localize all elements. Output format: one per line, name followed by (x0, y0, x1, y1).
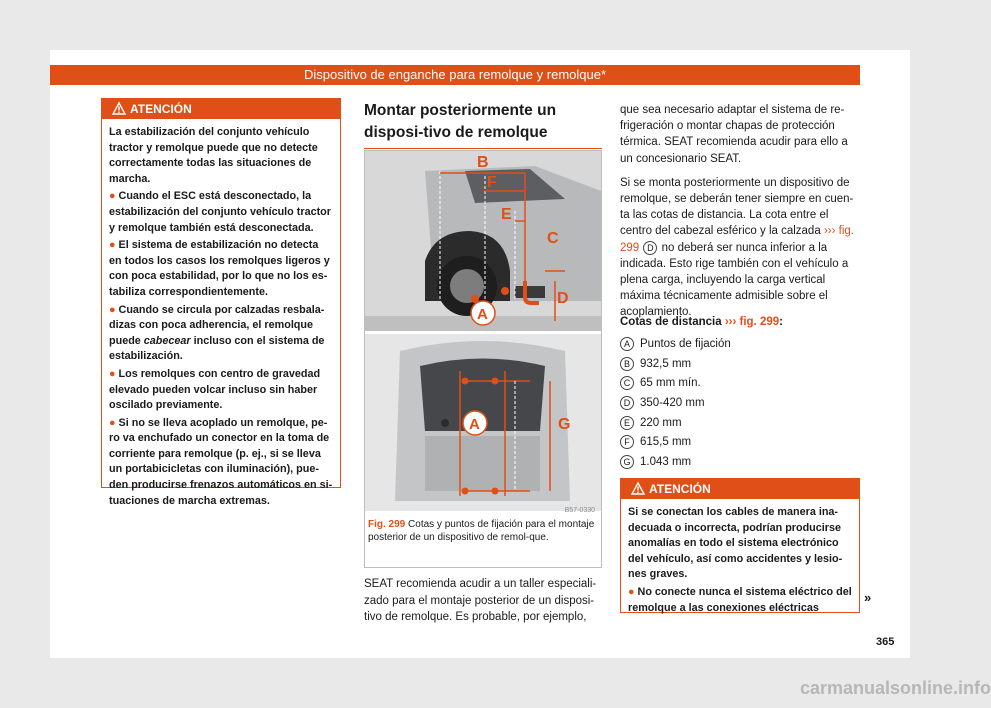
warning-box (620, 478, 860, 613)
label-F: F (487, 174, 497, 191)
mount-point (462, 488, 469, 495)
label-B: B (477, 154, 489, 171)
circled-letter: D (643, 241, 657, 255)
figure-code: B57-0330 (564, 507, 595, 514)
warning-title: ATENCIÓN (130, 102, 192, 116)
mount-point (462, 378, 469, 385)
list-item: E 220 mm (620, 413, 731, 433)
warning-title: ATENCIÓN (649, 482, 711, 496)
warning-bullet: ● Cuando se circula por calzadas resbala-dizas con poca adherencia, el remolque puede cabecear incluso con el sistema de estabilización. (109, 303, 325, 363)
list-item: D 350-420 mm (620, 393, 731, 413)
trunk-top (425, 436, 540, 491)
warning-header (621, 479, 859, 499)
label-C: C (547, 230, 559, 247)
distances-list (620, 334, 731, 472)
figure-reference-link[interactable]: ››› fig. 299 (620, 225, 854, 254)
figure-caption-text: Cotas y puntos de fijación para el montaje posterior de un dispositivo de remol-que. (368, 519, 595, 543)
body-paragraph: SEAT recomienda acudir a un taller especiali-zado para el montaje posterior de un disposi-tivo de remolque. Es probable, por ejemplo, (364, 578, 597, 623)
right-column (620, 102, 860, 329)
warning-bullet: ● No conecte nunca el sistema eléctrico del remolque a las conexiones eléctricas (628, 585, 852, 614)
mount-point (501, 287, 509, 295)
distances-title: Cotas de distancia ››› fig. 299: (620, 316, 783, 328)
list-item: A Puntos de fijación (620, 334, 731, 354)
figure-reference-link[interactable]: ››› fig. 299 (724, 316, 780, 328)
warning-bullet: ● El sistema de estabilización no detecta en todos los casos los remolques ligeros y con poca estabilidad, por lo que no los es-tabiliza correspondientemente. (109, 239, 330, 298)
label-A-top: A (469, 416, 480, 433)
list-item: C 65 mm mín. (620, 373, 731, 393)
body-paragraph: Si se monta posteriormente un dispositivo de remolque, se deberán tener siempre en cuen-ta las cotas de distancia. La cota entre el centro del cabezal esférico y la calzada ››› fig. 299 D no deberá ser nunca inferior a la indicada. Esto rige también con el vehículo a plena carga, incluyendo la carga vertical máxima técnicamente admisible sobre el acoplamiento. (620, 176, 854, 319)
label-D: D (557, 290, 569, 307)
warning-bullet: ● Cuando el ESC está desconectado, la estabilización del conjunto vehículo tractor y remolque también está desconectada. (109, 190, 331, 234)
warning-bullet: ● Los remolques con centro de gravedad elevado pueden volcar incluso sin haber oscilado previamente. (109, 367, 321, 412)
mount-point (492, 488, 499, 495)
mount-point (492, 378, 499, 385)
body-paragraph: que sea necesario adaptar el sistema de re-frigeración o montar chapas de protección térmica. SEAT recomienda acudir para ello a un concesionario SEAT. (620, 104, 848, 165)
warning-intro: Si se conectan los cables de manera ina-decuada o incorrecta, podrían producirse anomalías en todo el sistema electrónico del vehículo, así como accidentes y lesio-nes graves. (628, 506, 843, 581)
warning-body (102, 119, 340, 517)
tow-hitch-diagram (365, 151, 601, 511)
figure-caption (368, 518, 600, 544)
continue-mark: » (864, 590, 872, 605)
watermark: carmanualsonline.info (800, 678, 991, 698)
list-item: B 932,5 mm (620, 354, 731, 374)
bumper-bottom (515, 286, 545, 298)
label-G: G (558, 416, 571, 433)
list-item: F 615,5 mm (620, 432, 731, 452)
page-header: Dispositivo de enganche para remolque y remolque* (50, 65, 860, 85)
figure-label: Fig. 299 (368, 519, 406, 530)
figure-299 (364, 150, 602, 568)
warning-icon (112, 102, 126, 115)
warning-icon (631, 482, 645, 495)
warning-intro: La estabilización del conjunto vehículo tractor y remolque puede que no detecte correctamente todas las situaciones de marcha. (109, 126, 318, 185)
warning-body (621, 499, 859, 622)
warning-bullet: ● Si no se lleva acoplado un remolque, pe-ro va enchufado un conector en la toma de corriente para remolque (p. ej., si se lleva un portabicicletas con iluminación), pue-den producirse frenazos automáticos en si-tuaciones de marcha extremas. (109, 416, 333, 507)
wheel-rim (450, 269, 484, 303)
list-item: G 1.043 mm (620, 452, 731, 472)
page-number: 365 (876, 636, 895, 648)
label-A: A (477, 306, 488, 323)
section-title: Montar posteriormente un disposi-tivo de remolque (364, 100, 602, 149)
label-E: E (501, 206, 512, 223)
warning-box (101, 98, 341, 507)
warning-header (102, 99, 340, 119)
mirror-dot (441, 419, 449, 427)
